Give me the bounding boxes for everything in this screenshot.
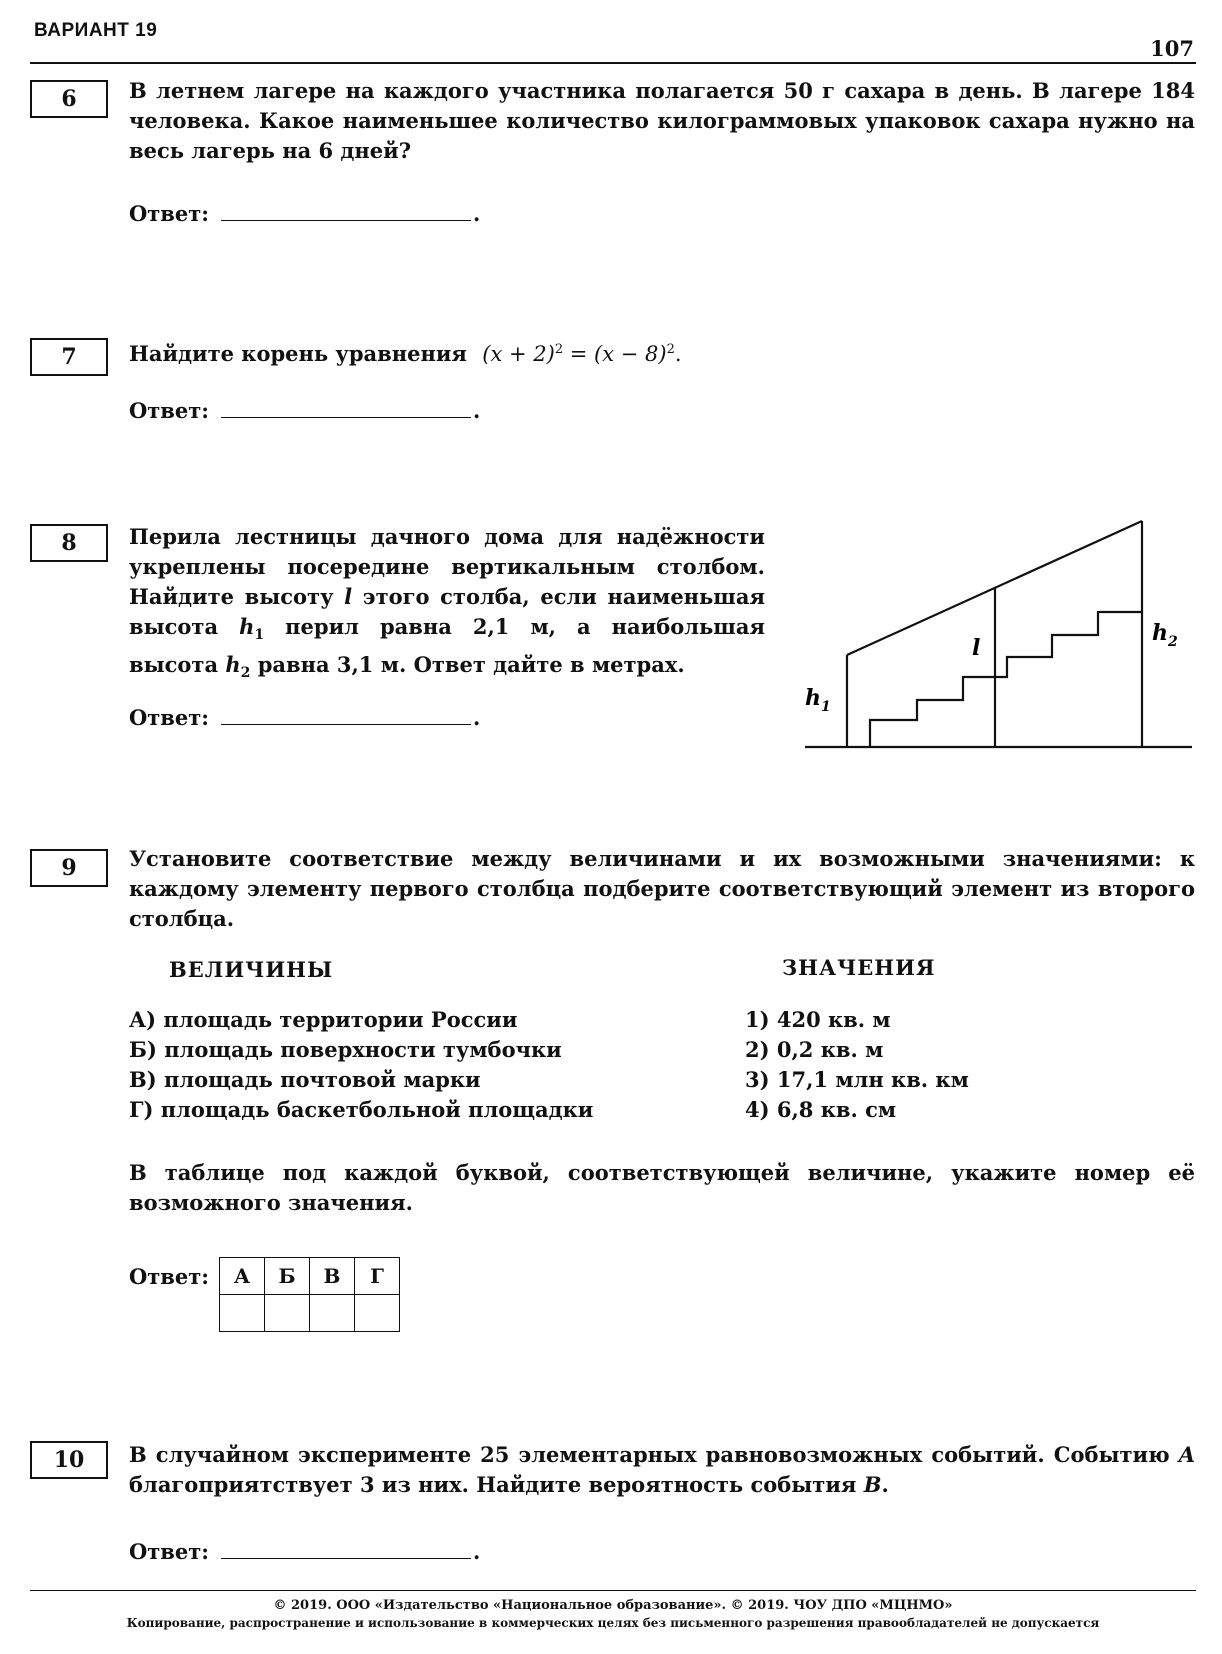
- table-header-v: В: [310, 1258, 355, 1295]
- task-7-number: 7: [30, 338, 108, 376]
- answer-label: Ответ:: [129, 398, 210, 423]
- label-h2: $h_2$: [1152, 620, 1178, 650]
- quantities-list: [129, 1005, 593, 1125]
- task-9-number: 9: [30, 849, 108, 887]
- answer-field[interactable]: [221, 397, 471, 418]
- task-6-text: В летнем лагере на каждого участника полагается 50 г сахара в день. В лагере 184 человека. Какое наименьшее количество килограммовых упаковок сахара нужно на весь лагерь на 6 дней?: [129, 78, 1195, 163]
- header-divider: [30, 62, 1196, 64]
- list-item: Б) площадь поверхности тумбочки: [129, 1037, 562, 1062]
- list-item: А) площадь территории России: [129, 1007, 518, 1032]
- stair-railing-figure: [790, 505, 1200, 760]
- table-header-a: А: [220, 1258, 265, 1295]
- answer-cell-a[interactable]: [220, 1295, 265, 1332]
- answer-field[interactable]: [221, 704, 471, 725]
- answer-field[interactable]: [221, 200, 471, 221]
- answer-table: [219, 1257, 400, 1332]
- footer-copyright: © 2019. ООО «Издательство «Национальное образование». © 2019. ЧОУ ДПО «МЦНМО»: [273, 1598, 953, 1613]
- task-10-text: В случайном эксперименте 25 элементарных равновозможных событий. Событию A благоприятствует 3 из них. Найдите вероятность события B.: [129, 1442, 1195, 1497]
- task-10-number: 10: [30, 1441, 108, 1479]
- stair-steps: [870, 612, 1142, 747]
- answer-cell-g[interactable]: [355, 1295, 400, 1332]
- task-8-number: 8: [30, 524, 108, 562]
- answer-label: Ответ:: [129, 1539, 210, 1564]
- values-list: [745, 1005, 969, 1125]
- list-item: В) площадь почтовой марки: [129, 1067, 481, 1092]
- task-7-answer: Ответ: .: [129, 398, 481, 423]
- table-header-g: Г: [355, 1258, 400, 1295]
- task-9-answer-label: Ответ:: [129, 1264, 210, 1289]
- task-8-answer: Ответ: .: [129, 705, 481, 730]
- answer-cell-b[interactable]: [265, 1295, 310, 1332]
- quantities-heading: ВЕЛИЧИНЫ: [169, 957, 334, 982]
- list-item: 3) 17,1 млн кв. км: [745, 1067, 969, 1092]
- task-9-instruction: В таблице под каждой буквой, соответствующей величине, укажите номер её возможного значения.: [129, 1160, 1195, 1215]
- answer-label: Ответ:: [129, 705, 210, 730]
- table-header-b: Б: [265, 1258, 310, 1295]
- page-number: 107: [1150, 36, 1194, 61]
- equation: $(x + 2)^2 = (x - 8)^2$.: [482, 342, 682, 366]
- task-9-text: Установите соответствие между величинами и их возможными значениями: к каждому элементу первого столбца подберите соответствующий элемент из второго столбца.: [129, 846, 1195, 931]
- footer-divider: [30, 1590, 1196, 1591]
- label-h1: $h_1$: [805, 685, 831, 715]
- task-6-answer: Ответ: .: [129, 201, 481, 226]
- list-item: 2) 0,2 кв. м: [745, 1037, 884, 1062]
- variant-title: ВАРИАНТ 19: [34, 20, 158, 41]
- values-heading: ЗНАЧЕНИЯ: [782, 955, 936, 980]
- list-item: Г) площадь баскетбольной площадки: [129, 1097, 594, 1122]
- task-7-text: Найдите корень уравнения $(x + 2)^2 = (x - 8)^2$.: [129, 341, 682, 366]
- task-8-text: Перила лестницы дачного дома для надёжности укреплены посередине вертикальным столбом. Найдите высоту l этого столба, если наименьшая высота $h_1$ перил равна 2,1 м, а наибольшая высота $h_2$ равна 3,1 м. Ответ дайте в метрах.: [129, 524, 765, 682]
- list-item: 4) 6,8 кв. см: [745, 1097, 897, 1122]
- task-10-answer: Ответ: .: [129, 1539, 481, 1564]
- answer-field[interactable]: [221, 1538, 471, 1559]
- footer-notice: Копирование, распространение и использование в коммерческих целях без письменного разрешения правообладателей не допускается: [126, 1616, 1100, 1630]
- label-l: l: [972, 635, 981, 661]
- answer-label: Ответ:: [129, 201, 210, 226]
- task-6-number: 6: [30, 80, 108, 118]
- list-item: 1) 420 кв. м: [745, 1007, 891, 1032]
- answer-cell-v[interactable]: [310, 1295, 355, 1332]
